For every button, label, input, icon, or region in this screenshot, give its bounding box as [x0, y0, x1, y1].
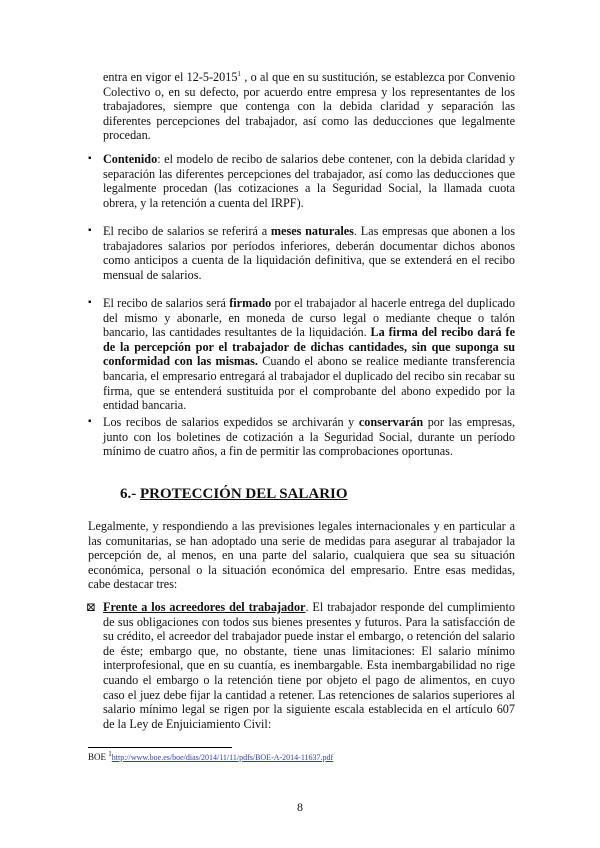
bullet-firmado: El recibo de salarios será firmado por el trabajador al hacerle entrega del duplicado del mismo y abonarle, en moneda de curso legal o mediante cheque o talón bancario, las cantidades resultantes de la liquidación. La firma del recibo dará fe de la percepción por el trabajador de dichas cantidades, sin que suponga su conformidad con las mismas. Cuando el abono se realice mediante transferencia bancaria, el empresario entregará al trabajador el duplicado del recibo sin recabar su firma, que se entenderá sustituida por el comprobante del abono expedido por la entidad bancaria. [103, 296, 515, 413]
bullet-marker: ▪ [88, 153, 92, 164]
footnote-link[interactable]: http://www.boe.es/boe/dias/2014/11/11/pdfs/BOE-A-2014-11637.pdf [111, 753, 334, 762]
footnote: BOE $^1$http://www.boe.es/boe/dias/2014/11/11/pdfs/BOE-A-2014-11637.pdf [88, 750, 334, 762]
bullet-contenido: Contenido: el modelo de recibo de salarios debe contener, con la debida claridad y separación las diferentes percepciones del trabajador, así como las deducciones que legalmente procedan (las cotizaciones a la Seguridad Social, la llamada cuota obrera, y la retención a cuenta del IRPF). [103, 152, 515, 210]
bullet-marker: ▪ [88, 225, 92, 236]
checkbox-marker-icon: ⊠ [86, 600, 97, 614]
footnote-divider [88, 747, 232, 748]
intro-paragraph: Legalmente, y respondiendo a las previsiones legales internacionales y en particular a las comunitarias, se han adoptado una serie de medidas para asegurar al trabajador la percepción de, al menos, en una parte del salario, cualquiera que sea su situación económica, personal o la situación económica del empresario. Entre esas medidas, cabe destacar tres: [88, 519, 515, 592]
measure-acreedores: Frente a los acreedores del trabajador. El trabajador responde del cumplimiento de sus obligaciones con todos sus bienes presentes y futuros. Para la satisfacción de su crédito, el acreedor del trabajador puede instar el embargo, o retención del salario de éste; embargo que, no obstante, tiene unas limitaciones: El salario mínimo interprofesional, que en su cuantía, es inembargable. Esta inembargabilidad no rige cuando el embargo o la retención tiene por objeto el pago de alimentos, en cuyo caso el juez debe fijar la cantidad a retener. Las retenciones de salarios superiores al salario mínimo legal se rigen por la siguiente escala establecida en el artículo 607 de la Ley de Enjuiciamiento Civil: [103, 600, 515, 731]
page-number: 8 [297, 800, 303, 814]
bullet-conservaran: Los recibos de salarios expedidos se archivarán y conservarán por las empresas, junto con los boletines de cotización a la Seguridad Social, durante un período mínimo de cuatro años, a fin de permitir las comprobaciones oportunas. [103, 415, 515, 459]
paragraph-continuation: entra en vigor el 12-5-2015$^1$ , o al que en su sustitución, se establezca por Convenio Colectivo o, en su defecto, por acuerdo entre empresa y los representantes de los trabajadores, siempre que contenga con la debida claridad y separación las diferentes percepciones del trabajador, así como las deducciones que legalmente procedan. [103, 69, 515, 143]
section-heading: 6.- PROTECCIÓN DEL SALARIO [120, 486, 348, 502]
footnote-ref[interactable]: 1 [237, 69, 241, 78]
bullet-meses-naturales: El recibo de salarios se referirá a meses naturales. Las empresas que abonen a los trabajadores salarios por períodos inferiores, deberán documentar dichos abonos como anticipos a cuenta de la liquidación definitiva, que se extenderá en el recibo mensual de salarios. [103, 224, 515, 282]
bullet-marker: ▪ [88, 416, 92, 427]
bullet-marker: ▪ [88, 297, 92, 308]
